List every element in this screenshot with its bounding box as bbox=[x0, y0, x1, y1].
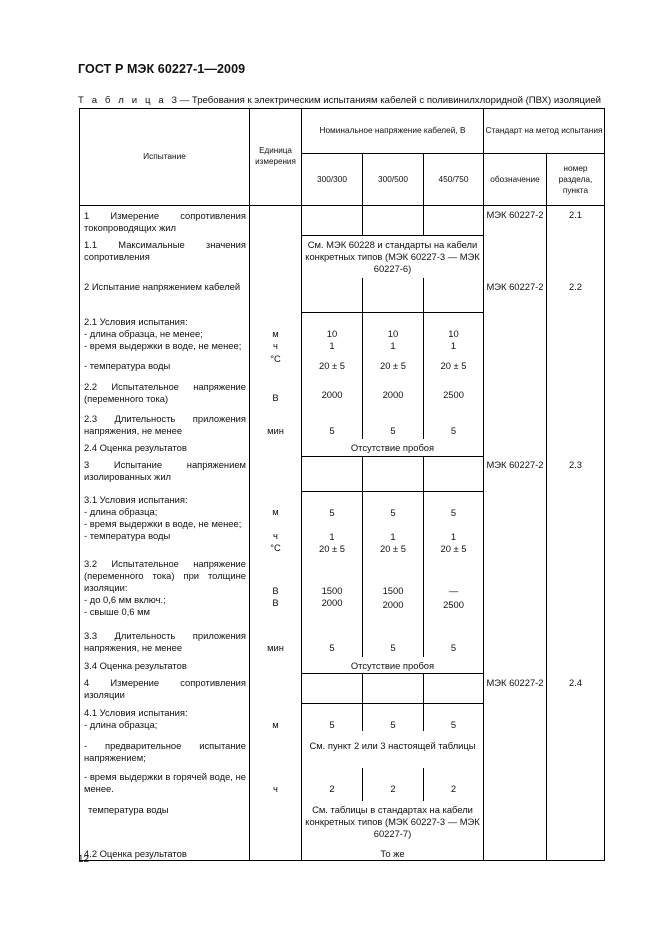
document-title: ГОСТ Р МЭК 60227-1—2009 bbox=[78, 62, 246, 76]
row-sublabel: - свыше 0,6 мм bbox=[84, 605, 151, 617]
caption-text: 3 — Требования к электрическим испытаниям кабелей с поливинилхлоридной (ПВХ) изоляцией bbox=[171, 95, 602, 106]
value-cell: 5 bbox=[363, 627, 424, 657]
row-name: - предварительное испытание напряжением; bbox=[80, 731, 250, 768]
caption-prefix: Т а б л и ц а bbox=[78, 95, 167, 106]
col-header-section: номер раздела, пункта bbox=[547, 154, 605, 206]
value-cell: 2 bbox=[424, 768, 484, 801]
value-cell: 5 bbox=[329, 506, 335, 518]
unit-cell: В bbox=[272, 584, 279, 596]
standard-designation: МЭК 60227-2 bbox=[484, 278, 547, 313]
table-row bbox=[80, 704, 605, 732]
table-row bbox=[80, 456, 605, 491]
merged-value: То же bbox=[302, 845, 484, 861]
section-number: 2.1 bbox=[547, 206, 605, 236]
row-sublabel: - температура воды bbox=[84, 530, 171, 542]
row-name: 1 Измерение сопротивления токопроводящих жил bbox=[80, 206, 250, 236]
value-cell: 20 ± 5 bbox=[424, 352, 484, 378]
row-name: 4.2 Оценка результатов bbox=[80, 845, 250, 861]
unit-cell: ч bbox=[273, 339, 278, 351]
table-row bbox=[80, 313, 605, 353]
col-header-standard: Стандарт на метод испытания bbox=[484, 109, 605, 154]
table-row bbox=[80, 491, 605, 555]
unit-cell: В bbox=[250, 378, 302, 410]
table-row bbox=[80, 439, 605, 456]
unit-cell: В bbox=[272, 596, 279, 608]
value-cell: 2000 bbox=[321, 596, 343, 608]
value-cell: 2 bbox=[363, 768, 424, 801]
merged-value: Отсутствие пробоя bbox=[302, 439, 484, 456]
value-cell: 2 bbox=[302, 768, 363, 801]
table-row bbox=[80, 657, 605, 674]
table-row bbox=[80, 378, 605, 410]
table-row bbox=[80, 555, 605, 627]
table-row bbox=[80, 674, 605, 704]
value-cell: 1500 bbox=[321, 584, 343, 596]
value-cell: 1 bbox=[390, 530, 396, 542]
row-sublabel: - температура воды bbox=[80, 352, 250, 378]
unit-cell: м bbox=[250, 704, 302, 732]
value-cell: 2000 bbox=[363, 378, 424, 410]
row-name: - время выдержки в горячей воде, не менее. bbox=[80, 768, 250, 801]
value-cell: 5 bbox=[363, 704, 424, 732]
value-cell: 5 bbox=[302, 410, 363, 439]
table-row bbox=[80, 845, 605, 861]
value-cell: 2500 bbox=[443, 598, 464, 610]
section-number: 2.4 bbox=[547, 674, 605, 704]
unit-cell: ч bbox=[250, 768, 302, 801]
value-cell: 20 ± 5 bbox=[380, 542, 406, 554]
value-cell: 1 bbox=[329, 530, 335, 542]
table-row bbox=[80, 278, 605, 313]
col-header-v1: 300/300 bbox=[302, 154, 363, 206]
value-cell: 1 bbox=[390, 340, 396, 352]
unit-cell: °С bbox=[250, 352, 302, 378]
standard-designation: МЭК 60227-2 bbox=[484, 456, 547, 491]
row-name: 1.1 Максимальные значения сопротивления bbox=[80, 236, 250, 278]
row-name: 2.2 Испытательное напряжение (переменного тока) bbox=[80, 378, 250, 410]
unit-cell: ч bbox=[273, 530, 278, 542]
electrical-tests-table bbox=[79, 108, 605, 861]
page-number: 12 bbox=[78, 854, 90, 865]
row-sublabel: - до 0,6 мм включ.; bbox=[84, 593, 166, 605]
value-cell: 5 bbox=[424, 627, 484, 657]
value-cell: 10 bbox=[326, 328, 338, 339]
row-sublabel: - длина образца, не менее; bbox=[84, 327, 203, 339]
unit-cell: м bbox=[272, 506, 279, 518]
col-header-v3: 450/750 bbox=[424, 154, 484, 206]
merged-value: См. таблицы в стандартах на кабели конкретных типов (МЭК 60227-3 — МЭК 60227-7) bbox=[302, 801, 484, 845]
section-number: 2.3 bbox=[547, 456, 605, 491]
table-caption bbox=[78, 95, 601, 106]
merged-value: Отсутствие пробоя bbox=[302, 657, 484, 674]
table-row bbox=[80, 627, 605, 657]
row-name: 3 Испытание напряжением изолированных жил bbox=[80, 456, 250, 491]
row-name: 3.4 Оценка результатов bbox=[80, 657, 250, 674]
row-name: 2 Испытание напряжением кабелей bbox=[80, 278, 250, 313]
row-sublabel: - время выдержки в воде, не менее; bbox=[84, 518, 242, 530]
row-name: 4 Измерение сопротивления изоляции bbox=[80, 674, 250, 704]
value-cell: 1 bbox=[450, 530, 457, 542]
standard-designation: МЭК 60227-2 bbox=[484, 674, 547, 704]
col-header-test: Испытание bbox=[80, 109, 250, 206]
standard-designation: МЭК 60227-2 bbox=[484, 206, 547, 236]
merged-value: См. пункт 2 или 3 настоящей таблицы bbox=[302, 731, 484, 768]
value-cell: 5 bbox=[424, 410, 484, 439]
value-cell: 1 bbox=[329, 340, 335, 352]
row-name: 3.3 Длительность приложения напряжения, не менее bbox=[80, 627, 250, 657]
table-row bbox=[80, 801, 605, 845]
value-cell: 10 bbox=[448, 328, 459, 339]
col-header-designation: обозначение bbox=[484, 154, 547, 206]
value-cell: 20 ± 5 bbox=[302, 352, 363, 378]
value-cell: 2000 bbox=[302, 378, 363, 410]
value-cell: 1 bbox=[450, 340, 457, 352]
value-cell: — bbox=[448, 584, 459, 596]
value-cell: 5 bbox=[302, 627, 363, 657]
unit-cell: °С bbox=[270, 542, 281, 554]
value-cell: 10 bbox=[387, 328, 399, 339]
section-number: 2.2 bbox=[547, 278, 605, 313]
table-row bbox=[80, 410, 605, 439]
col-header-unit: Единица измерения bbox=[250, 109, 302, 206]
value-cell: 2500 bbox=[424, 378, 484, 410]
value-cell: 20 ± 5 bbox=[440, 542, 467, 554]
row-sublabel: - время выдержки в воде, не менее; bbox=[84, 339, 242, 351]
row-name: 3.1 Условия испытания: bbox=[84, 494, 188, 506]
value-cell: 5 bbox=[390, 506, 396, 518]
value-cell: 2000 bbox=[382, 598, 404, 610]
col-header-v2: 300/500 bbox=[363, 154, 424, 206]
value-cell: 20 ± 5 bbox=[319, 542, 345, 554]
row-sublabel: - длина образца; bbox=[84, 506, 158, 518]
table-row bbox=[80, 236, 605, 278]
table-row bbox=[80, 352, 605, 378]
row-sublabel: - длина образца; bbox=[84, 718, 158, 730]
col-header-voltage: Номинальное напряжение кабелей, В bbox=[302, 109, 484, 154]
table-row bbox=[80, 731, 605, 768]
table-row bbox=[80, 768, 605, 801]
row-name: 2.3 Длительность приложения напряжения, не менее bbox=[80, 410, 250, 439]
value-cell: 5 bbox=[363, 410, 424, 439]
row-name: 2.1 Условия испытания: bbox=[84, 315, 188, 327]
value-cell: 5 bbox=[424, 704, 484, 732]
value-cell: 1500 bbox=[382, 584, 404, 596]
unit-cell: м bbox=[272, 327, 279, 339]
row-name: температура воды bbox=[80, 801, 250, 845]
row-name: 4.1 Условия испытания: bbox=[84, 706, 188, 718]
row-name: 3.2 Испытательное напряжение (переменного тока) при толщине изоляции: bbox=[84, 557, 246, 593]
value-cell: 20 ± 5 bbox=[363, 352, 424, 378]
value-cell: 5 bbox=[450, 506, 457, 518]
merged-value: См. МЭК 60228 и стандарты на кабели конкретных типов (МЭК 60227-3 — МЭК 60227-6) bbox=[302, 236, 484, 278]
unit-cell: мин bbox=[250, 410, 302, 439]
table-row bbox=[80, 206, 605, 236]
value-cell: 5 bbox=[302, 704, 363, 732]
row-name: 2.4 Оценка результатов bbox=[80, 439, 250, 456]
unit-cell: мин bbox=[250, 627, 302, 657]
